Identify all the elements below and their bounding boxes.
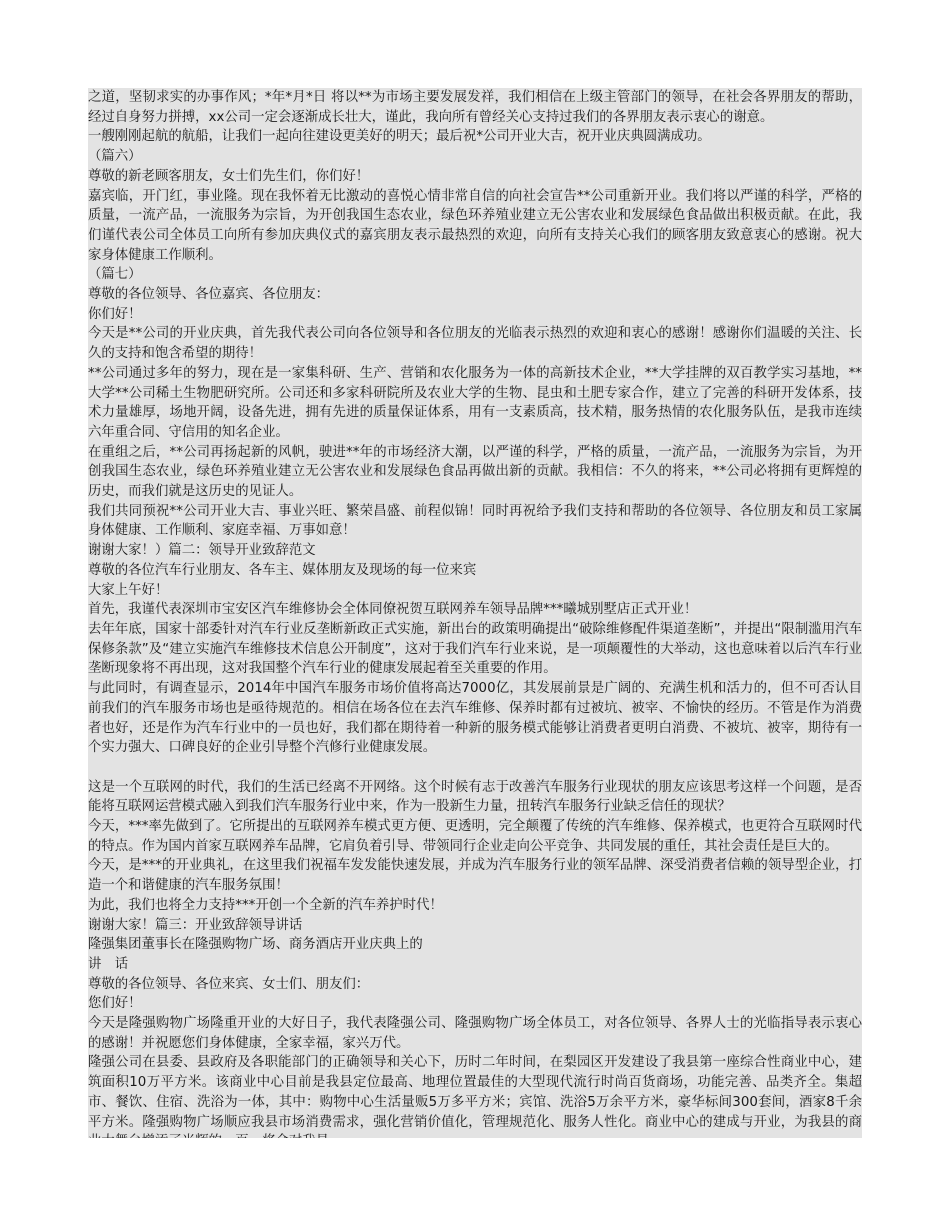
paragraph: 与此同时，有调查显示，2014年中国汽车服务市场价值将高达7000亿，其发展前景是广阔的、充满生机和活力的，但不可否认目前我们的汽车服务市场也是亟待规范的。相信在场各位在去汽车维修、保养时都有过被坑、被宰、不愉快的经历。不管是作为消费者也好，还是作为汽车行业中的一员也好，我们都在期待着一种新的服务模式能够让消费者更明白消费、不被坑、被宰，期待有一个实力强大、口碑良好的企业引导整个汽修行业健康发展。	[88, 679, 862, 758]
paragraph: 你们好！	[88, 305, 862, 325]
paragraph: 去年年底，国家十部委针对汽车行业反垄断新政正式实施，新出台的政策明确提出“破除维修配件渠道垄断”，并提出“限制滥用汽车保修条款”及“建立实施汽车维修技术信息公开制度”，这对于我们汽车行业来说，是一项颠覆性的大举动，这也意味着以后汽车行业垄断现象将不再出现，这对我国整个汽车行业的健康发展起着至关重要的作用。	[88, 620, 862, 679]
paragraph: 您们好！	[88, 994, 862, 1014]
section-heading: 谢谢大家！篇三：开业致辞领导讲话	[88, 916, 862, 936]
paragraph: 讲 话	[88, 955, 862, 975]
paragraph: 今天是**公司的开业庆典，首先我代表公司向各位领导和各位朋友的光临表示热烈的欢迎和衷心的感谢！感谢你们温暖的关注、长久的支持和饱含希望的期待！	[88, 324, 862, 363]
paragraph: 尊敬的新老顾客朋友，女士们先生们，你们好！	[88, 167, 862, 187]
paragraph: 我们共同预祝**公司开业大吉、事业兴旺、繁荣昌盛、前程似锦！同时再祝给予我们支持和帮助的各位领导、各位朋友和员工家属身体健康、工作顺利、家庭幸福、万事如意！	[88, 502, 862, 541]
paragraph: 今天，是***的开业典礼，在这里我们祝福车发发能快速发展，并成为汽车服务行业的领军品牌、深受消费者信赖的领导型企业，打造一个和谐健康的汽车服务氛围！	[88, 856, 862, 895]
paragraph: 这是一个互联网的时代，我们的生活已经离不开网络。这个时候有志于改善汽车服务行业现状的朋友应该思考这样一个问题，是否能将互联网运营模式融入到我们汽车服务行业中来，作为一股新生力量，扭转汽车服务行业缺乏信任的现状？	[88, 778, 862, 817]
paragraph: 在重组之后，**公司再扬起新的风帆，驶进**年的市场经济大潮，以严谨的科学，严格的质量，一流产品，一流服务为宗旨，为开创我国生态农业，绿色环养殖业建立无公害农业和发展绿色食品再做出新的贡献。我相信：不久的将来，**公司必将拥有更辉煌的历史，而我们就是这历史的见证人。	[88, 443, 862, 502]
section-heading: （篇七）	[88, 265, 862, 285]
paragraph: 尊敬的各位汽车行业朋友、各车主、媒体朋友及现场的每一位来宾	[88, 561, 862, 581]
paragraph: 为此，我们也将全力支持***开创一个全新的汽车养护时代！	[88, 896, 862, 916]
section-heading: 谢谢大家！）篇二：领导开业致辞范文	[88, 541, 862, 561]
paragraph: 今天，***率先做到了。它所提出的互联网养车模式更方便、更透明，完全颠覆了传统的汽车维修、保养模式，也更符合互联网时代的特点。作为国内首家互联网养车品牌，它肩负着引导、带领同行企业走向公平竞争、共同发展的重任，其社会责任是巨大的。	[88, 817, 862, 856]
paragraph: **公司通过多年的努力，现在是一家集科研、生产、营销和农化服务为一体的高新技术企业，**大学挂牌的双百教学实习基地，**大学**公司稀土生物肥研究所。公司还和多家科研院所及农业大学的生物、昆虫和土肥专家合作，建立了完善的科研开发体系，技术力量雄厚，场地开阔，设备先进，拥有先进的质量保证体系，用有一支素质高，技术精，服务热情的农化服务队伍，是我市连续六年重合同、守信用的知名企业。	[88, 364, 862, 443]
paragraph: 之道，坚韧求实的办事作风；*年*月*日 将以**为市场主要发展发祥，我们相信在上级主管部门的领导，在社会各界朋友的帮助，经过自身努力拼搏，xx公司一定会逐渐成长壮大，谨此，我向所有曾经关心支持过我们的各界朋友表示衷心的谢意。	[88, 88, 862, 127]
bottom-margin	[0, 1138, 950, 1230]
paragraph: 隆强公司在县委、县政府及各职能部门的正确领导和关心下，历时二年时间，在梨园区开发建设了我县第一座综合性商业中心，建筑面积10万平方米。该商业中心目前是我县定位最高、地理位置最佳的大型现代流行时尚百货商场，功能完善、品类齐全。集超市、餐饮、住宿、洗浴为一体，其中：购物中心生活量贩5万多平方米；宾馆、洗浴5万余平方米，豪华标间300套间，酒家8千余平方米。隆强购物广场顺应我县市场消费需求，强化营销价值化，管理规范化、服务人性化。商业中心的建成与开业，为我县的商	[88, 1053, 862, 1152]
blank-line	[88, 758, 862, 778]
paragraph: 大家上午好！	[88, 581, 862, 601]
document-page	[88, 88, 862, 1152]
section-heading: （篇六）	[88, 147, 862, 167]
paragraph: 今天是隆强购物广场隆重开业的大好日子，我代表隆强公司、隆强购物广场全体员工，对各位领导、各界人士的光临指导表示衷心的感谢！并祝愿您们身体健康，全家幸福，家兴万代。	[88, 1014, 862, 1053]
paragraph: 尊敬的各位领导、各位嘉宾、各位朋友：	[88, 285, 862, 305]
paragraph: 一艘刚刚起航的航船，让我们一起向往建设更美好的明天；最后祝*公司开业大吉，祝开业庆典圆满成功。	[88, 127, 862, 147]
paragraph: 隆强集团董事长在隆强购物广场、商务酒店开业庆典上的	[88, 935, 862, 955]
paragraph: 首先，我谨代表深圳市宝安区汽车维修协会全体同僚祝贺互联网养车领导品牌***曦城别墅店正式开业！	[88, 600, 862, 620]
paragraph: 尊敬的各位领导、各位来宾、女士们、朋友们：	[88, 975, 862, 995]
paragraph: 嘉宾临，开门红，事业隆。现在我怀着无比激动的喜悦心情非常自信的向社会宣告**公司重新开业。我们将以严谨的科学，严格的质量，一流产品，一流服务为宗旨，为开创我国生态农业，绿色环养殖业建立无公害农业和发展绿色食品做出积极贡献。在此，我们谨代表公司全体员工向所有参加庆典仪式的嘉宾朋友表示最热烈的欢迎，向所有支持关心我们的顾客朋友致意衷心的感谢。祝大家身体健康工作顺利。	[88, 187, 862, 266]
